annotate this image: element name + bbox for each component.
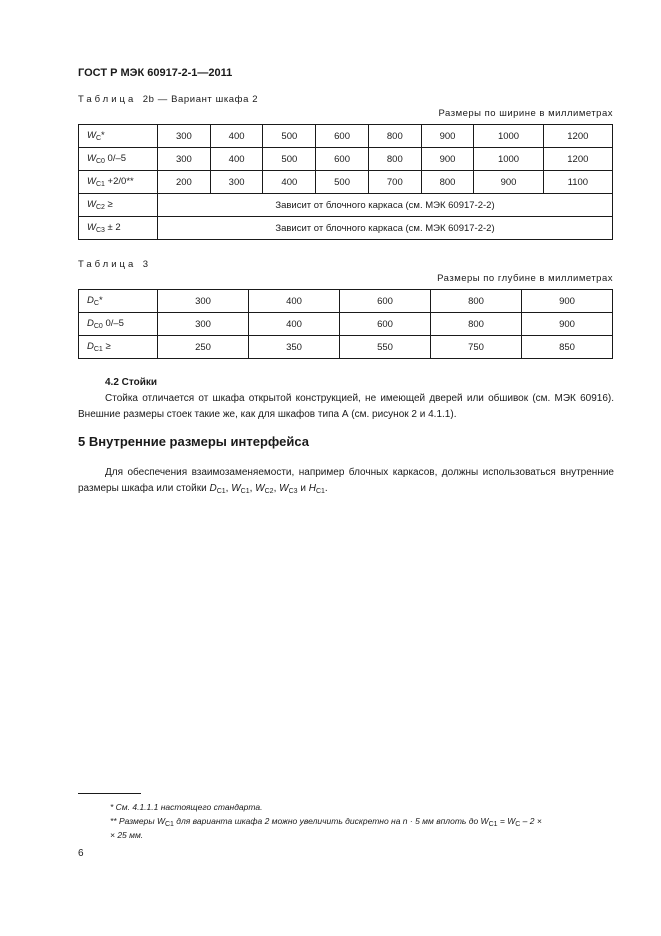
inline-separator: и [297,482,309,494]
inline-symbol: W [279,482,289,494]
row-label [79,336,158,359]
inline-symbol-subscript: C2 [264,487,274,495]
table-cell: 300 [158,313,249,336]
table-cell: 500 [316,171,369,194]
table-cell: 800 [431,313,522,336]
table-cell: 900 [522,290,613,313]
table-cell: 1100 [543,171,612,194]
symbol-suffix: 0/–5 [102,318,124,329]
table-cell: 500 [263,125,316,148]
table-row [79,194,613,217]
inline-symbol-subscript: C1 [315,487,325,495]
symbol: D [87,295,94,306]
section-4-2-heading: 4.2 Стойки [105,377,158,388]
inline-separator: , [273,482,280,494]
table-cell: 300 [158,125,211,148]
symbol: D [87,318,94,329]
fn2-sub-3: C [515,821,521,828]
inline-symbol-subscript: C1 [216,487,226,495]
section-5-symbols [209,483,327,494]
table-cell: 600 [316,125,369,148]
inline-separator: , [249,482,256,494]
caption-word: Таблица [78,94,137,105]
table-cell: 300 [158,290,249,313]
symbol: W [87,199,96,210]
table-row [79,336,613,359]
symbol-subscript: C1 [93,346,103,353]
table-cell: 800 [368,148,421,171]
spanned-cell: Зависит от блочного каркаса (см. МЭК 60917-2-2) [158,217,613,240]
table-cell: 550 [340,336,431,359]
caption-rest: 2b — Вариант шкафа 2 [142,94,259,105]
table-cell: 1000 [474,125,543,148]
table-row [79,148,613,171]
caption-rest: 3 [142,259,149,270]
symbol-subscript: C [93,300,99,307]
table-cell: 1200 [543,125,612,148]
table-row [79,313,613,336]
table-cell: 700 [368,171,421,194]
row-label [79,290,158,313]
table-cell: 600 [340,313,431,336]
table-3-units: Размеры по глубине в миллиметрах [437,273,613,284]
row-label [79,125,158,148]
table-cell: 400 [263,171,316,194]
fn2-part-c: = W [497,816,516,826]
table-cell: 600 [316,148,369,171]
fn2-sub-1: C1 [164,821,174,828]
row-label [79,194,158,217]
table-cell: 800 [368,125,421,148]
table-row [79,290,613,313]
symbol-suffix: * [101,130,105,141]
section-4-2-body: Стойка отличается от шкафа открытой конструкцией, не имеющей дверей или обшивок (см. МЭК 60916). Внешние размеры стоек такие же, как для шкафов типа А (см. рисунок 2 и 4.1.1). [78,393,614,420]
table-cell: 400 [210,125,263,148]
symbol: W [87,153,96,164]
symbol-suffix: 0/–5 [104,153,127,164]
footnote-1: * См. 4.1.1.1 настоящего стандарта. [110,802,263,812]
table-cell: 250 [158,336,249,359]
inline-symbol-subscript: C3 [288,487,298,495]
table-row [79,217,613,240]
row-label [79,313,158,336]
table-cell: 800 [421,171,474,194]
table-cell: 500 [263,148,316,171]
table-cell: 300 [158,148,211,171]
section-5-heading: 5 Внутренние размеры интерфейса [78,434,309,449]
table-2b-caption [78,94,258,105]
inline-symbol: D [209,482,217,494]
inline-symbol: W [231,482,241,494]
table-row [79,171,613,194]
symbol: W [87,176,96,187]
table-cell: 850 [522,336,613,359]
symbol: W [87,222,96,233]
inline-separator: , [225,482,232,494]
inline-symbol-subscript: C1 [240,487,250,495]
table-cell: 1000 [474,148,543,171]
table-cell: 900 [474,171,543,194]
section-5-text [78,465,614,499]
footnote-separator [78,793,141,794]
table-cell: 400 [249,313,340,336]
symbol: D [87,341,94,352]
table-cell: 750 [431,336,522,359]
symbol-suffix: ≥ [102,341,111,352]
fn2-part-b: для варианта шкафа 2 можно увеличить дискретно на n · 5 мм вплоть до W [173,816,489,826]
page-number: 6 [78,848,84,859]
fn2-sub-2: C1 [488,821,498,828]
inline-symbol: H [308,482,316,494]
symbol-suffix: * [98,295,103,306]
table-2b [78,124,613,240]
spanned-cell: Зависит от блочного каркаса (см. МЭК 60917-2-2) [158,194,613,217]
symbol-suffix: ± 2 [104,222,121,233]
symbol-subscript: C0 [95,158,105,165]
table-3-caption [78,259,149,270]
fn2-part-a: ** Размеры W [110,816,165,826]
table-cell: 600 [340,290,431,313]
row-label [79,217,158,240]
table-cell: 400 [210,148,263,171]
table-cell: 200 [158,171,211,194]
section-5-body: Для обеспечения взаимозаменяемости, например блочных каркасов, должны использоваться внутренние размеры шкафа или стойки [78,467,614,494]
fn2-part-d: – 2 × [520,816,542,826]
table-3 [78,289,613,359]
inline-symbol: W [255,482,265,494]
row-label [79,148,158,171]
symbol-subscript: C2 [95,204,105,211]
symbol-suffix: ≥ [104,199,113,210]
symbol-subscript: C0 [93,323,103,330]
caption-word: Таблица [78,259,137,270]
table-cell: 1200 [543,148,612,171]
symbol-subscript: C1 [95,181,105,188]
table-cell: 300 [210,171,263,194]
inline-separator: . [324,482,328,494]
table-cell: 900 [421,148,474,171]
symbol-subscript: C [95,135,102,142]
symbol-suffix: +2/0** [104,176,134,187]
table-cell: 400 [249,290,340,313]
table-cell: 800 [431,290,522,313]
footnote-2-cont: × 25 мм. [110,830,144,840]
symbol-subscript: C3 [95,227,105,234]
table-2b-units: Размеры по ширине в миллиметрах [438,108,613,119]
document-header: ГОСТ Р МЭК 60917-2-1—2011 [78,67,233,79]
table-cell: 900 [522,313,613,336]
section-4-2-text [78,391,614,422]
table-cell: 350 [249,336,340,359]
symbol: W [87,130,96,141]
table-cell: 900 [421,125,474,148]
table-row [79,125,613,148]
row-label [79,171,158,194]
